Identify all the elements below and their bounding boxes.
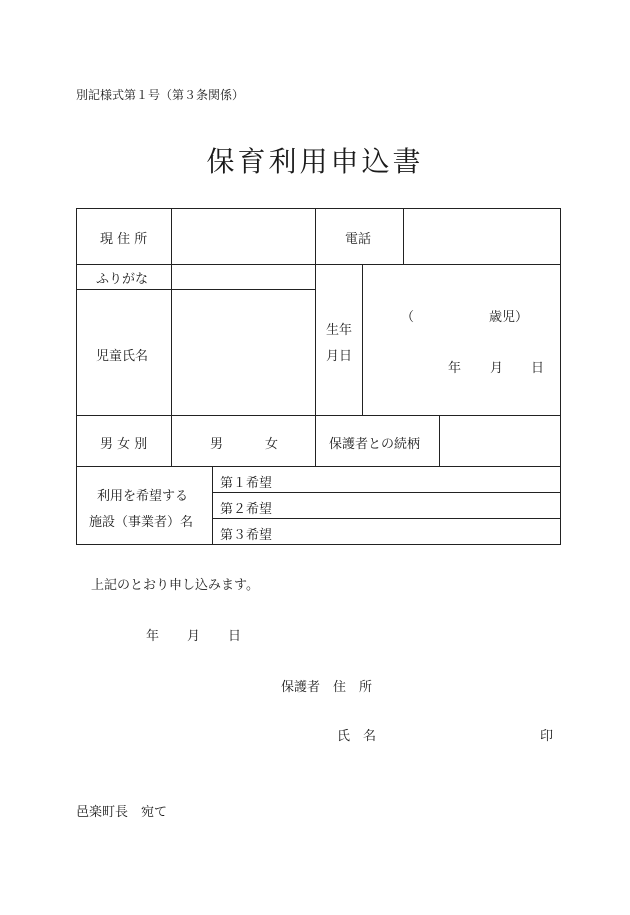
birth-day-unit: 日 — [531, 361, 545, 376]
addressee: 邑楽町長 宛て — [76, 805, 168, 820]
relation-label: 保護者との続柄 — [329, 437, 421, 452]
application-statement: 上記のとおり申し込みます。 — [91, 578, 259, 593]
table-rule-choice1 — [212, 492, 561, 493]
age-open-paren: （ — [401, 310, 415, 325]
birthdate-label-line2: 月日 — [326, 349, 353, 364]
facility-label-line2: 施設（事業者）名 — [89, 515, 194, 530]
choice-2-label: 第２希望 — [220, 502, 273, 517]
facility-label-line1: 利用を希望する — [97, 489, 189, 504]
furigana-label: ふりがな — [96, 272, 149, 287]
choice-1-label: 第１希望 — [220, 476, 273, 491]
guardian-label: 保護者 — [281, 680, 321, 695]
gender-female-option[interactable]: 女 — [265, 437, 279, 452]
child-name-field[interactable] — [172, 290, 314, 414]
date-year-unit: 年 — [146, 629, 160, 644]
gender-label: 男 女 別 — [100, 437, 148, 452]
birthdate-label-line1: 生年 — [326, 323, 353, 338]
seal-mark: 印 — [540, 729, 554, 744]
choice-3-label: 第３希望 — [220, 528, 273, 543]
table-rule-choice2 — [212, 518, 561, 519]
table-col-mid — [315, 208, 316, 467]
guardian-name-label: 氏 名 — [337, 729, 377, 744]
relation-field[interactable] — [440, 416, 559, 465]
phone-field[interactable] — [404, 209, 559, 263]
table-col-facility — [212, 466, 213, 544]
address-label: 現 住 所 — [100, 232, 148, 247]
birth-year-unit: 年 — [448, 361, 462, 376]
date-day-unit: 日 — [228, 629, 242, 644]
table-border-bottom — [76, 544, 561, 545]
date-month-unit: 月 — [187, 629, 201, 644]
age-suffix: 歳児） — [489, 310, 529, 325]
furigana-field[interactable] — [172, 265, 314, 288]
phone-label: 電話 — [345, 232, 372, 247]
table-col-birth — [362, 264, 363, 415]
table-border-right — [560, 208, 561, 545]
form-title: 保育利用申込書 — [206, 145, 424, 178]
table-border-left — [76, 208, 77, 545]
gender-male-option[interactable]: 男 — [210, 437, 224, 452]
guardian-address-label: 住 所 — [333, 680, 373, 695]
table-rule-row4 — [76, 466, 561, 467]
address-field[interactable] — [172, 209, 314, 263]
form-number: 別記様式第１号（第３条関係） — [76, 88, 245, 102]
child-name-label: 児童氏名 — [96, 349, 149, 364]
birth-month-unit: 月 — [490, 361, 504, 376]
table-rule-row1 — [76, 264, 561, 265]
